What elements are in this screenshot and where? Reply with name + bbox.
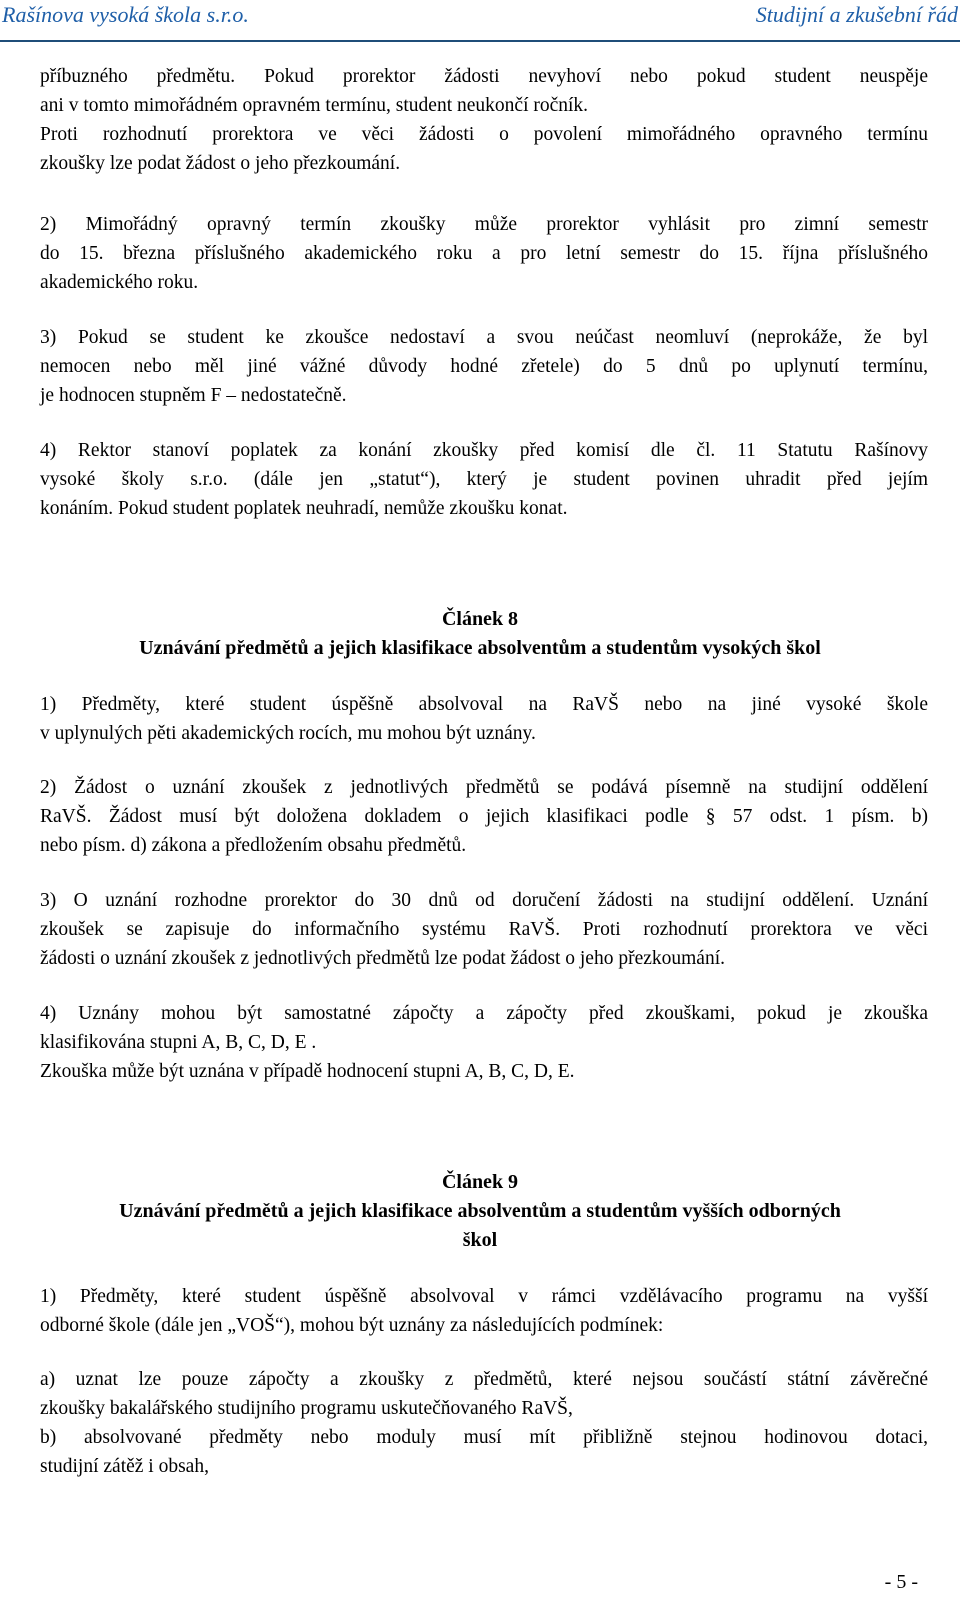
text-line: zkoušky lze podat žádost o jeho přezkoumání. xyxy=(40,153,401,174)
text-line: a) uznat lze pouze zápočty a zkoušky z předmětů, které nejsou součástí státní závěrečné xyxy=(40,1369,928,1390)
paragraph-3 xyxy=(40,323,928,410)
text-line: studijní zátěž i obsah, xyxy=(40,1456,209,1477)
text-line: 4) Rektor stanoví poplatek za konání zkoušky před komisí dle čl. 11 Statutu Rašínovy xyxy=(40,440,928,461)
article-9-title-line-1: Uznávání předmětů a jejich klasifikace absolventům a studentům vyšších odborných xyxy=(119,1200,841,1222)
text-line: v uplynulých pěti akademických rocích, mu mohou být uznány. xyxy=(40,723,536,744)
page-header xyxy=(0,0,960,42)
text-line: příbuzného předmětu. Pokud prorektor žádosti nevyhoví nebo pokud student neuspěje xyxy=(40,66,928,87)
text-line: nebo písm. d) zákona a předložením obsahu předmětů. xyxy=(40,835,467,856)
article-9-conditions xyxy=(40,1365,928,1481)
text-line: zkoušek se zapisuje do informačního systému RaVŠ. Proti rozhodnutí prorektora ve věci xyxy=(40,919,928,940)
text-line: 1) Předměty, které student úspěšně absolvoval na RaVŠ nebo na jiné vysoké škole xyxy=(40,694,928,715)
text-line: vysoké školy s.r.o. (dále jen „statut“), který je student povinen uhradit před jejím xyxy=(40,469,928,490)
intro-paragraph xyxy=(40,62,928,178)
text-line: je hodnocen stupněm F – nedostatečně. xyxy=(40,385,347,406)
text-line: Zkouška může být uznána v případě hodnocení stupni A, B, C, D, E. xyxy=(40,1061,575,1082)
article-8-paragraph-3 xyxy=(40,886,928,973)
article-8-title: Uznávání předmětů a jejich klasifikace absolventům a studentům vysokých škol xyxy=(139,637,821,659)
header-document-title: Studijní a zkušební řád xyxy=(755,2,958,27)
text-line: klasifikována stupni A, B, C, D, E . xyxy=(40,1032,317,1053)
text-line: zkoušky bakalářského studijního programu uskutečňovaného RaVŠ, xyxy=(40,1398,573,1419)
text-line: akademického roku. xyxy=(40,272,199,293)
article-9-paragraph-1 xyxy=(40,1282,928,1340)
text-line: do 15. března příslušného akademického roku a pro letní semestr do 15. října příslušného xyxy=(40,243,928,264)
article-8-paragraph-2 xyxy=(40,773,928,860)
article-8-paragraph-1 xyxy=(40,690,928,748)
text-line: 1) Předměty, které student úspěšně absolvoval v rámci vzdělávacího programu na vyšší xyxy=(40,1286,928,1307)
article-8-number: Článek 8 xyxy=(441,608,519,630)
article-8-paragraph-4 xyxy=(40,999,928,1086)
text-line: žádosti o uznání zkoušek z jednotlivých předmětů lze podat žádost o jeho přezkoumání. xyxy=(40,948,725,969)
text-line: 2) Žádost o uznání zkoušek z jednotlivých předmětů se podává písemně na studijní oddělení xyxy=(40,777,928,798)
text-line: 2) Mimořádný opravný termín zkoušky může prorektor vyhlásit pro zimní semestr xyxy=(40,214,928,235)
article-9-title-line-2: škol xyxy=(462,1229,498,1251)
text-line: RaVŠ. Žádost musí být doložena dokladem o jejich klasifikaci podle § 57 odst. 1 písm. b) xyxy=(40,806,928,827)
text-line: 3) O uznání rozhodne prorektor do 30 dnů od doručení žádosti na studijní oddělení. Uznání xyxy=(40,890,928,911)
text-line: 3) Pokud se student ke zkoušce nedostaví a svou neúčast neomluví (neprokáže, že byl xyxy=(40,327,928,348)
paragraph-4 xyxy=(40,436,928,523)
paragraph-2 xyxy=(40,210,928,297)
text-line: Proti rozhodnutí prorektora ve věci žádosti o povolení mimořádného opravného termínu xyxy=(40,124,928,145)
text-line: ani v tomto mimořádném opravném termínu, student neukončí ročník. xyxy=(40,95,589,116)
article-9-number: Článek 9 xyxy=(441,1171,519,1193)
text-line: nemocen nebo měl jiné vážné důvody hodné zřetele) do 5 dnů po uplynutí termínu, xyxy=(40,356,928,377)
text-line: konáním. Pokud student poplatek neuhradí, nemůže zkoušku konat. xyxy=(40,498,568,519)
text-line: b) absolvované předměty nebo moduly musí mít přibližně stejnou hodinovou dotaci, xyxy=(40,1427,928,1448)
page-number: - 5 - xyxy=(884,1571,918,1593)
text-line: odborné škole (dále jen „VOŠ“), mohou být uznány za následujících podmínek: xyxy=(40,1315,664,1336)
text-line: 4) Uznány mohou být samostatné zápočty a zápočty před zkouškami, pokud je zkouška xyxy=(40,1003,928,1024)
header-school-name: Rašínova vysoká škola s.r.o. xyxy=(2,2,249,27)
